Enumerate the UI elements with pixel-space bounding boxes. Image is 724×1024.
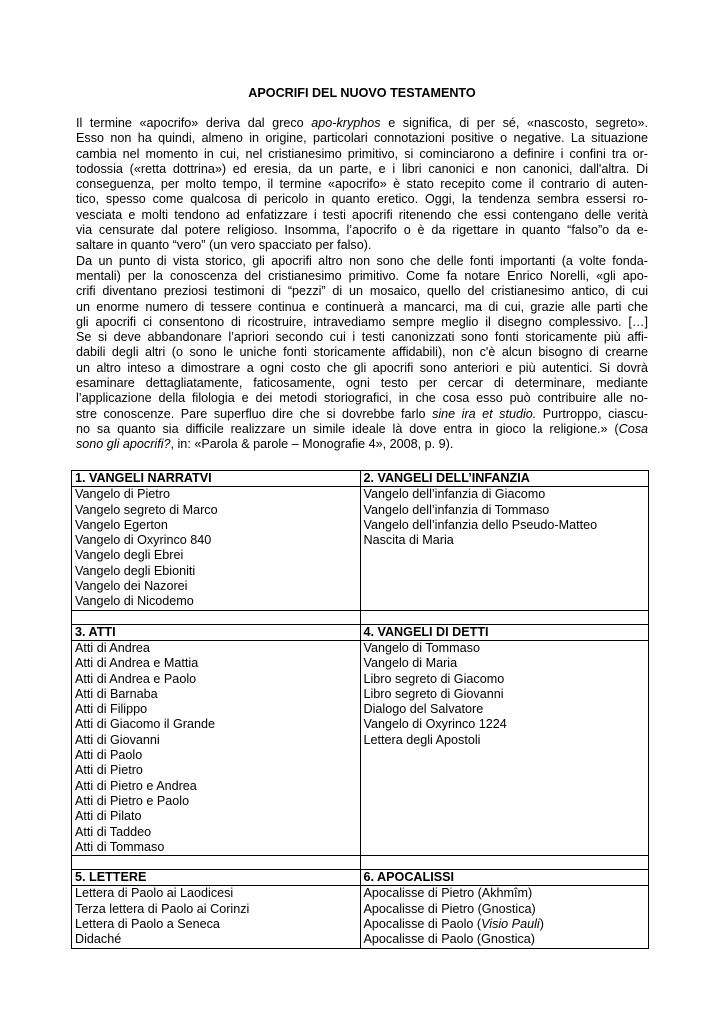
section-list	[72, 640, 361, 855]
text-line	[76, 391, 648, 406]
text-run: via censurate dal potere religioso. Insomma, l’apocrifo o è da rigettare in quanto “falso”o da e-	[76, 223, 648, 238]
list-item	[364, 902, 646, 917]
text-run: Purtroppo, ciascu-	[536, 406, 648, 421]
text-line	[76, 422, 648, 437]
list-item	[75, 932, 357, 947]
list-item	[364, 518, 646, 533]
text-run: Atti di Andrea e Paolo	[75, 671, 197, 686]
list-item	[364, 656, 646, 671]
text-run: Da un punto di vista storico, gli apocrifi altro non sono che delle fonti importanti (a volte fonda-	[76, 253, 648, 268]
text-line	[76, 208, 648, 223]
list-item	[75, 548, 357, 563]
text-run: Atti di Andrea	[75, 640, 150, 655]
text-line	[76, 376, 648, 391]
spacer-cell	[360, 856, 649, 870]
list-item	[364, 717, 646, 732]
section-heading: 1. VANGELI NARRATVI	[72, 471, 361, 487]
section-header-row	[72, 870, 649, 886]
list-item	[364, 641, 646, 656]
text-line	[76, 300, 648, 315]
list-item	[75, 917, 357, 932]
list-item	[75, 687, 357, 702]
text-run: Il termine «apocrifo» deriva dal greco	[76, 116, 312, 130]
text-run: Esso non ha quindi, almeno in origine, particolari connotazioni positive o negative. La situazione	[76, 131, 648, 146]
text-run: Atti di Pietro e Andrea	[75, 778, 197, 793]
text-run: sono gli apocrifi?	[76, 437, 171, 452]
document-title: APOCRIFI DEL NUOVO TESTAMENTO	[248, 86, 476, 100]
text-run: Atti di Paolo	[75, 748, 143, 763]
text-run: Nascita di Maria	[363, 533, 454, 548]
text-run: Atti di Filippo	[75, 702, 148, 717]
text-line	[76, 162, 648, 177]
list-item	[75, 902, 357, 917]
list-item	[75, 579, 357, 594]
text-run: , in: «Parola & parole – Monografie 4», 2008, p. 9).	[170, 437, 454, 452]
list-item	[364, 533, 646, 548]
text-run: Apocalisse di Paolo (Gnostica)	[363, 932, 535, 947]
text-line	[76, 407, 648, 422]
list-item	[364, 487, 646, 502]
text-run: Lettera di Paolo a Seneca	[75, 917, 220, 932]
text-run: l’applicazione della filologia e dei metodi storiografici, in che cosa esso può contribuire alle no-	[76, 391, 648, 406]
list-item	[75, 702, 357, 717]
text-line	[76, 361, 648, 376]
text-run: vesciata e molti tendono ad enfatizzare i testi apocrifi ritenendo che essi contengano delle verità	[76, 207, 648, 222]
text-run: crifi diventano preziosi testimoni di “pezzi” di un mosaico, quello del cristianesimo antico, di cui	[76, 284, 648, 299]
text-run: Vangelo dei Nazorei	[75, 579, 188, 594]
text-run: Vangelo dell’infanzia dello Pseudo-Matteo	[363, 517, 598, 532]
list-item	[364, 702, 646, 717]
text-run: Lettera degli Apostoli	[363, 732, 481, 747]
text-run: apo-kryphos	[311, 116, 381, 130]
list-item	[364, 733, 646, 748]
text-run: Dialogo del Salvatore	[363, 702, 484, 717]
apocrypha-table	[71, 470, 649, 949]
list-item	[75, 487, 357, 502]
list-item	[364, 932, 646, 947]
text-run: Didaché	[75, 932, 122, 947]
text-line	[76, 345, 648, 360]
text-run: Apocalisse di Pietro (Akhmîm)	[363, 886, 533, 901]
text-run: Apocalisse di Paolo (	[363, 917, 482, 932]
text-run: un enorme numero di tessere continua e continuerà a mancarci, ma di cui, grazie alle parti che	[76, 299, 648, 314]
text-run: Se si deve abbandonare l’apriori secondo cui i testi canonizzati sono fonti storicamente più affi-	[76, 330, 648, 345]
text-line	[76, 131, 648, 146]
section-list	[360, 640, 649, 855]
list-item	[75, 564, 357, 579]
list-item	[364, 917, 646, 932]
text-run: Vangelo di Tommaso	[363, 640, 480, 655]
section-heading: 6. APOCALISSI	[360, 870, 649, 886]
list-item	[75, 840, 357, 855]
text-run: Vangelo di Nicodemo	[75, 594, 194, 609]
text-run: mentali) per la conoscenza del cristianesimo primitivo. Come fa notare Enrico Norelli, «gli apo-	[76, 268, 648, 283]
list-item	[75, 794, 357, 809]
list-item	[75, 503, 357, 518]
text-run: Terza lettera di Paolo ai Corinzi	[75, 901, 250, 916]
text-line	[76, 192, 648, 207]
list-item	[75, 825, 357, 840]
section-list	[72, 886, 361, 948]
text-run: e significa, di per sé, «nascosto, segreto».	[380, 116, 648, 130]
text-run: Libro segreto di Giovanni	[363, 686, 504, 701]
text-run: conseguenza, per molto tempo, il termine «apocrifo» è stato recepito come il contrario di auten-	[76, 177, 648, 192]
text-run: cambia nel momento in cui, nel cristianesimo primitivo, si cominciarono a definire i confini tra or-	[76, 146, 648, 161]
text-line	[76, 116, 648, 131]
text-line	[76, 284, 648, 299]
list-item	[75, 733, 357, 748]
text-run: Atti di Tommaso	[75, 839, 165, 854]
text-line	[76, 223, 648, 238]
text-run: Atti di Giacomo il Grande	[75, 717, 215, 732]
list-item	[364, 503, 646, 518]
text-run: Atti di Taddeo	[75, 824, 152, 839]
text-run: Vangelo di Maria	[363, 656, 458, 671]
section-heading: 3. ATTI	[72, 624, 361, 640]
spacer-row	[72, 610, 649, 624]
text-run: un altro inteso a dimostrare a ogni costo che gli apocrifi sono anteriori e più autentici. Si dovrà	[76, 360, 648, 375]
text-line	[76, 330, 648, 345]
text-line	[76, 269, 648, 284]
text-line	[76, 437, 648, 452]
text-run: Atti di Pietro e Paolo	[75, 793, 190, 808]
list-item	[75, 763, 357, 778]
text-run: Vangelo di Pietro	[75, 487, 170, 502]
text-run: sine ira et studio.	[432, 406, 537, 421]
section-body-row	[72, 640, 649, 855]
list-item	[75, 533, 357, 548]
text-run: Libro segreto di Giacomo	[363, 671, 505, 686]
list-item	[75, 717, 357, 732]
spacer-cell	[360, 610, 649, 624]
text-run: Lettera di Paolo ai Laodicesi	[75, 886, 234, 901]
text-run: Atti di Pilato	[75, 809, 142, 824]
text-run: todossia («retta dottrina») ed eresia, da un parte, e i libri canonici e non canonici, dall'altra. Di	[76, 161, 648, 176]
text-run: Atti di Pietro	[75, 763, 143, 778]
text-run: Atti di Barnaba	[75, 686, 158, 701]
section-body-row	[72, 886, 649, 948]
list-item	[75, 779, 357, 794]
text-run: Vangelo di Oxyrinco 840	[75, 533, 212, 548]
section-header-row	[72, 624, 649, 640]
text-run: esaminare dettagliatamente, faticosamente, ogni testo per cercar di determinare, mediante	[76, 376, 648, 391]
text-line	[76, 147, 648, 162]
intro-paragraphs	[76, 116, 648, 453]
section-list	[360, 886, 649, 948]
list-item	[75, 518, 357, 533]
text-run: Cosa	[618, 421, 648, 436]
text-run: Vangelo dell’infanzia di Tommaso	[363, 502, 550, 517]
list-item	[75, 594, 357, 609]
list-item	[75, 748, 357, 763]
text-line	[76, 238, 648, 253]
text-line	[76, 254, 648, 269]
section-list	[72, 487, 361, 610]
section-heading: 4. VANGELI DI DETTI	[360, 624, 649, 640]
text-run: Vangelo Egerton	[75, 517, 168, 532]
text-run: saltare in quanto “vero” (un vero spacciato per falso).	[76, 238, 372, 253]
text-run: no sa quanto sia difficile realizzare un simile ideale là dove entra in gioco la religione.» (	[76, 421, 619, 436]
list-item	[364, 886, 646, 901]
spacer-cell	[72, 856, 361, 870]
section-heading: 2. VANGELI DELL’INFANZIA	[360, 471, 649, 487]
section-list	[360, 487, 649, 610]
list-item	[75, 641, 357, 656]
text-run: Vangelo degli Ebioniti	[75, 563, 196, 578]
text-run: Apocalisse di Pietro (Gnostica)	[363, 901, 536, 916]
section-body-row	[72, 487, 649, 610]
text-run: )	[539, 917, 544, 932]
text-run: Atti di Andrea e Mattia	[75, 656, 199, 671]
list-item	[75, 886, 357, 901]
text-run: Vangelo di Oxyrinco 1224	[363, 717, 507, 732]
text-run: Atti di Giovanni	[75, 732, 160, 747]
list-item	[75, 672, 357, 687]
text-run: Vangelo degli Ebrei	[75, 548, 184, 563]
list-item	[75, 656, 357, 671]
spacer-row	[72, 856, 649, 870]
text-run: Visio Pauli	[481, 917, 540, 932]
text-run: tico, spesso come qualcosa di pericolo in quanto eretico. Oggi, la tendenza sembra essersi ro-	[76, 192, 648, 207]
spacer-cell	[72, 610, 361, 624]
text-run: dabili degli altri (o sono le uniche fonti storicamente affidabili), non c'è alcun bisogno di crearne	[76, 345, 648, 360]
text-line	[76, 177, 648, 192]
list-item	[75, 809, 357, 824]
list-item	[364, 672, 646, 687]
text-run: stre conoscenze. Pare superfluo dire che si dovrebbe farlo	[76, 406, 433, 421]
list-item	[364, 687, 646, 702]
text-run: Vangelo dell’infanzia di Giacomo	[363, 487, 546, 502]
section-header-row	[72, 471, 649, 487]
text-run: gli apocrifi ci consentono di ricostruire, intravediamo sempre meglio il disegno complessivo. […]	[76, 314, 648, 329]
section-heading: 5. LETTERE	[72, 870, 361, 886]
text-run: Vangelo segreto di Marco	[75, 502, 218, 517]
text-line	[76, 315, 648, 330]
